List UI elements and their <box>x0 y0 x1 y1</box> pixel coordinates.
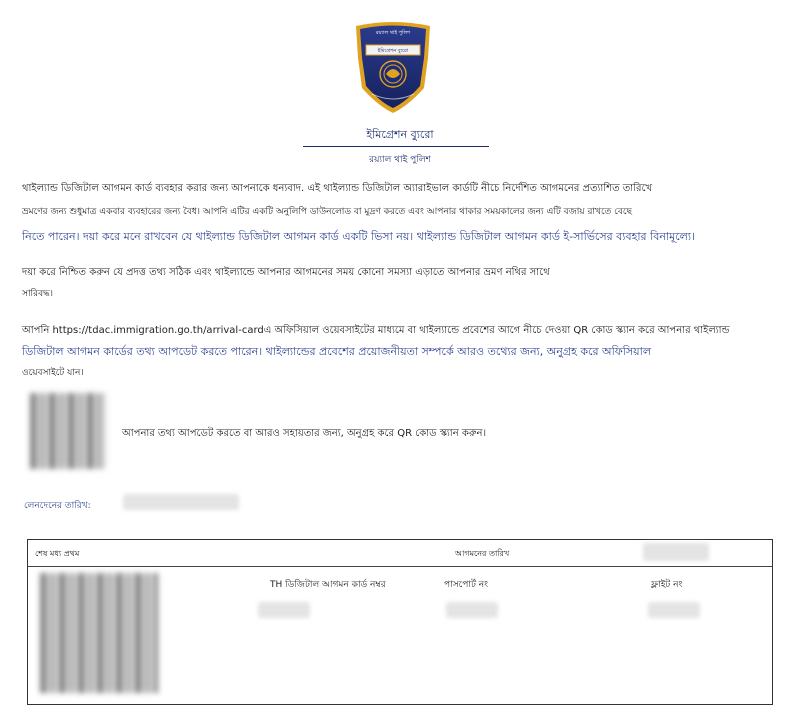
update-line-2: ডিজিটাল আগমন কার্ডের তথ্য আপডেট করতে পারেন। থাইল্যান্ডের প্রবেশের প্রয়োজনীয়তা সম্পর্কে আরও তথ্যের জন্য, অনুগ্রহ করে অফিসিয়াল <box>22 345 652 358</box>
arrival-date-label: আগমনের তারিখ <box>455 549 510 558</box>
intro-line-2: ভ্রমণের জন্য শুধুমাত্র একবার ব্যবহারের জন্য বৈধ। আপনি এটির একটি অনুলিপি ডাউনলোড বা মুদ্রণ করতে এবং আপনার থাকার সময়কালের জন্য এটি বজায় রাখতে বেছে <box>22 207 632 217</box>
transaction-date-label: লেনদেনের তারিখ: <box>24 501 91 511</box>
tdac-number-header: TH ডিজিটাল আগমন কার্ড নম্বর <box>270 580 386 590</box>
update-qr-code[interactable] <box>30 393 106 469</box>
qr-caption: আপনার তথ্য আপডেট করতে বা আরও সহায়তার জন্য, অনুগ্রহ করে QR কোড স্ক্যান করুন। <box>122 428 487 439</box>
intro-line-1: থাইল্যান্ড ডিজিটাল আগমন কার্ড ব্যবহার করার জন্য আপনাকে ধন্যবাদ. এই থাইল্যান্ড ডিজিটাল অ্যারাইভাল কার্ডটি নীচে নির্দেশিত আগমনের প্রত্যাশিত তারিখে <box>22 183 653 194</box>
tdac-number-value-redacted <box>258 602 310 618</box>
arrival-card-qr-code[interactable] <box>40 573 158 693</box>
header-divider <box>303 146 489 147</box>
update-line-1: আপনি https://tdac.immigration.go.th/arrival-cardএ অফিসিয়াল ওয়েবসাইটের মাধ্যমে বা থাইল্যান্ডে প্রবেশের আগে নীচে দেওয়া QR কোড স্ক্যান করে আপনার থাইল্যান্ড <box>22 325 730 336</box>
logo-text-top: রয়্যাল থাই পুলিশ <box>375 30 411 36</box>
royal-thai-police-badge-logo <box>352 20 434 114</box>
agency-subtitle: রয়্যাল থাই পুলিশ <box>369 155 431 165</box>
flight-number-header: ফ্লাইট নং <box>651 580 683 590</box>
intro-line-3: নিতে পারেন। দয়া করে মনে রাখবেন যে থাইল্যান্ড ডিজিটাল আগমন কার্ড একটি ভিসা নয়। থাইল্যান্ড ডিজিটাল আগমন কার্ড ই-সার্ভিসের ব্যবহার বিনামূল্যে। <box>22 230 695 243</box>
card-divider <box>28 566 772 567</box>
passport-number-value-redacted <box>446 602 498 618</box>
confirm-line-1: দয়া করে নিশ্চিত করুন যে প্রদত্ত তথ্য সঠিক এবং থাইল্যান্ডে আপনার আগমনের সময় কোনো সমস্যা এড়াতে আপনার ভ্রমণ নথির সাথে <box>22 267 550 278</box>
update-line-3: ওয়েবসাইটে যান। <box>22 368 84 378</box>
logo-text-band: ইমিগ্রেশন ব্যুরো <box>377 48 409 54</box>
arrival-date-value-redacted <box>643 543 709 561</box>
flight-number-value-redacted <box>648 602 700 618</box>
agency-name: ইমিগ্রেশন ব্যুরো <box>366 128 434 141</box>
transaction-date-value-redacted <box>123 494 239 510</box>
confirm-line-2: সারিবদ্ধ। <box>22 289 53 299</box>
name-label: শেষ মধ্য প্রথম <box>35 549 80 558</box>
passport-number-header: পাসপোর্ট নং <box>444 580 489 590</box>
